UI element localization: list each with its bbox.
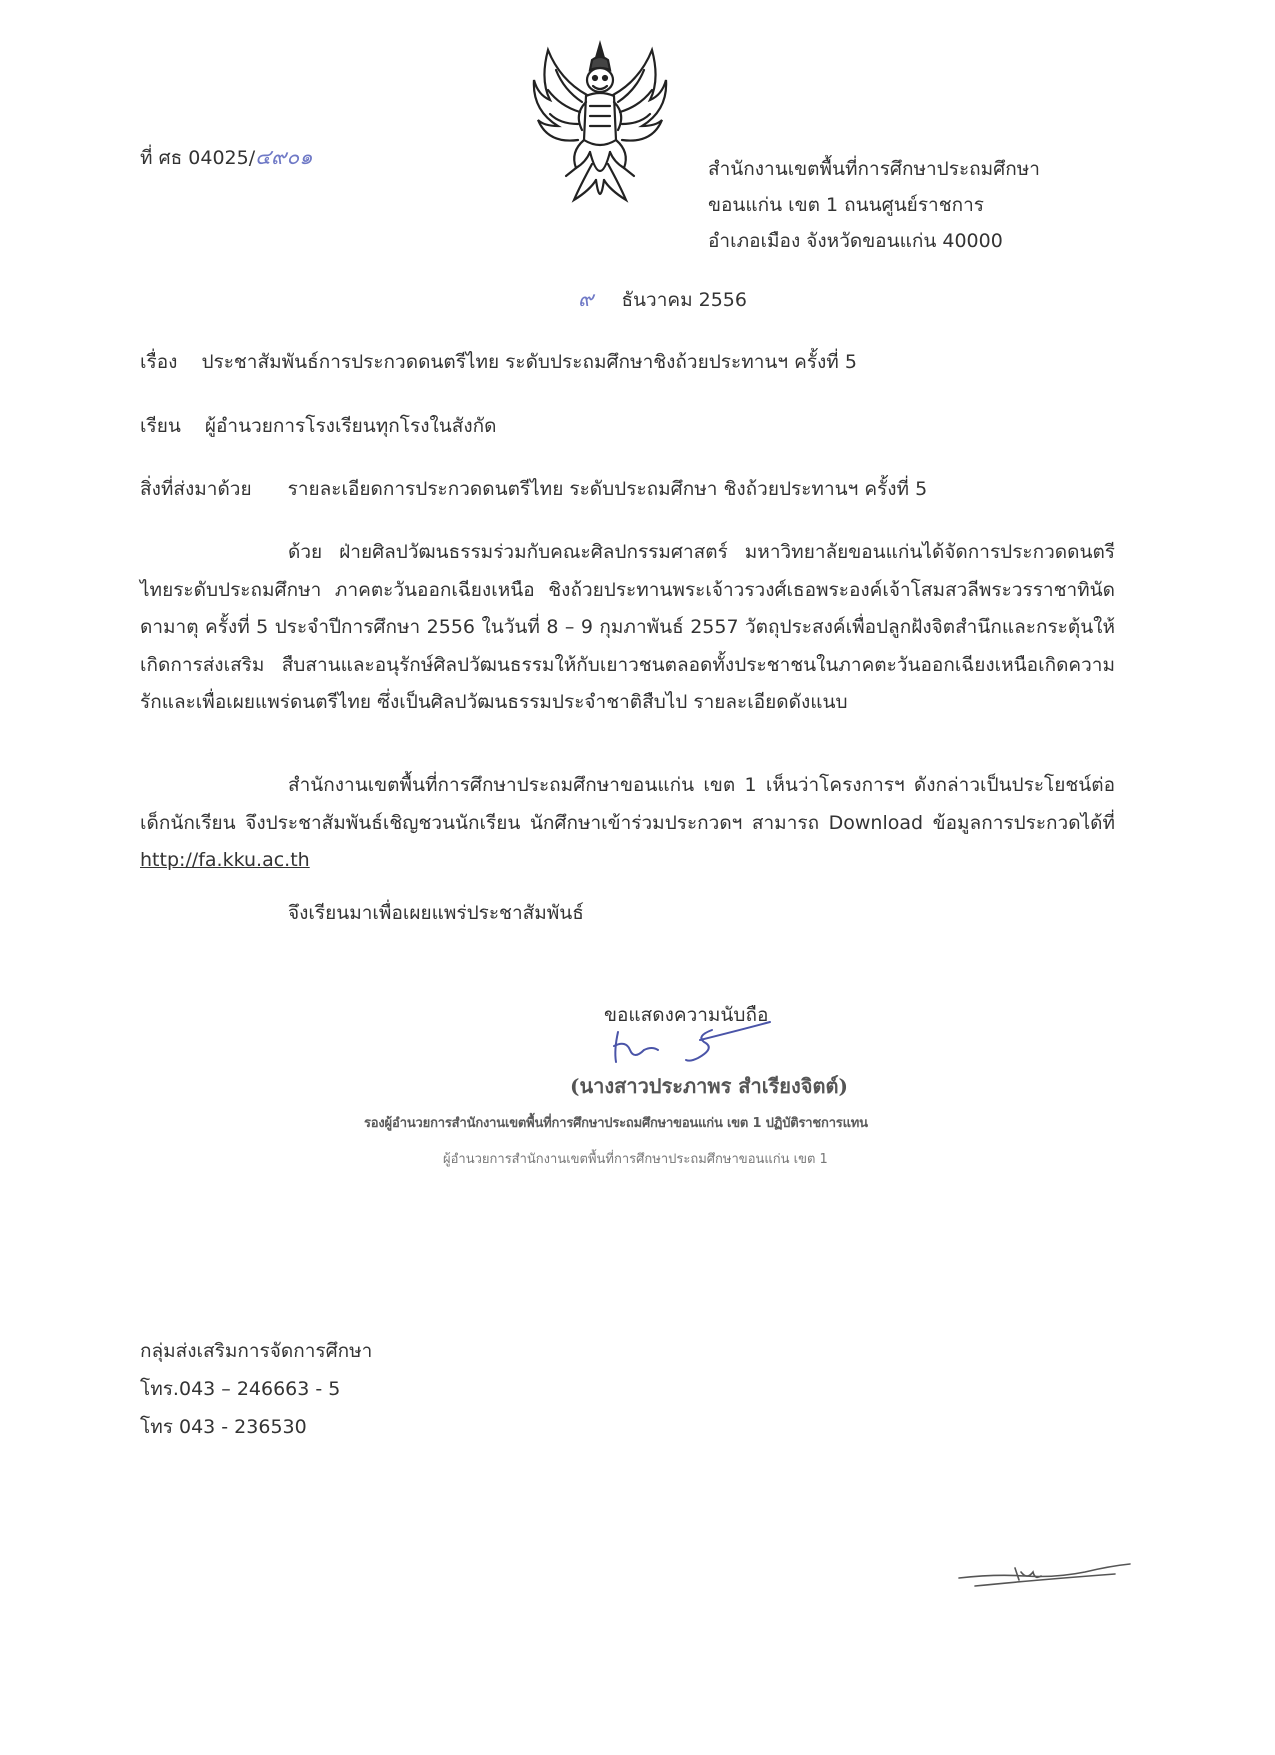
recipient-label: เรียน [140, 415, 181, 437]
address-line-2: ขอนแก่น เขต 1 ถนนศูนย์ราชการ [708, 194, 984, 216]
footer-department: กลุ่มส่งเสริมการจัดการศึกษา [140, 1340, 373, 1362]
recipient-text: ผู้อำนวยการโรงเรียนทุกโรงในสังกัด [204, 415, 497, 437]
footer-contact [140, 1338, 372, 1440]
address-line-1: สำนักงานเขตพื้นที่การศึกษาประถมศึกษา [708, 158, 1040, 180]
enclosure-label: สิ่งที่ส่งมาด้วย [140, 478, 252, 500]
body-paragraph-2: สำนักงานเขตพื้นที่การศึกษาประถมศึกษาขอนแก่น เขต 1 เห็นว่าโครงการฯ ดังกล่าวเป็นประโยชน์ต่อเด็กนักเรียน จึงประชาสัมพันธ์เชิญชวนนักเรียน นักศึกษาเข้าร่วมประกวดฯ สามารถ Download ข้อมูลการประกวดได้ที่ http://fa.kku.ac.th [140, 774, 1115, 871]
reference-label: ที่ ศธ 04025/ [140, 147, 256, 169]
recipient-line [140, 413, 496, 439]
regards-text: ขอแสดงความนับถือ [604, 1004, 769, 1026]
footer-telephone-2: โทร 043 - 236530 [140, 1416, 307, 1438]
subject-line [140, 349, 857, 375]
reference-number [140, 144, 313, 171]
body-paragraph-1: ด้วย ฝ่ายศิลปวัฒนธรรมร่วมกับคณะศิลปกรรมศาสตร์ มหาวิทยาลัยขอนแก่นได้จัดการประกวดดนตรีไทยระดับประถมศึกษา ภาคตะวันออกเฉียงเหนือ ชิงถ้วยประทานพระเจ้าวรวงศ์เธอพระองค์เจ้าโสมสวลีพระวรราชาทินัดดามาตุ ครั้งที่ 5 ประจำปีการศึกษา 2556 ในวันที่ 8 – 9 กุมภาพันธ์ 2557 วัตถุประสงค์เพื่อปลูกฝังจิตสำนึกและกระตุ้นให้เกิดการส่งเสริม สืบสานและอนุรักษ์ศิลปวัฒนธรรมให้กับเยาวชนตลอดทั้งประชาชนในภาคตะวันออกเฉียงเหนือเกิดความรักและเพื่อเผยแพร่ดนตรีไทย ซึ่งเป็นศิลปวัฒนธรรมประจำชาติสืบไป รายละเอียดดังแนบ [140, 541, 1115, 713]
initials-scribble [955, 1556, 1135, 1596]
signer-name-stamp: (นางสาวประภาพร สำเรียงจิตต์) [570, 1074, 848, 1098]
office-address [708, 156, 1040, 254]
website-link[interactable]: http://fa.kku.ac.th [140, 849, 310, 871]
letter-date [578, 286, 747, 313]
reference-handwritten-number: ๔๙๐๑ [255, 145, 313, 169]
closing-sentence: จึงเรียนมาเพื่อเผยแพร่ประชาสัมพันธ์ [288, 902, 584, 924]
enclosure-text: รายละเอียดการประกวดดนตรีไทย ระดับประถมศึกษา ชิงถ้วยประทานฯ ครั้งที่ 5 [287, 478, 928, 500]
subject-text: ประชาสัมพันธ์การประกวดดนตรีไทย ระดับประถมศึกษาชิงถ้วยประทานฯ ครั้งที่ 5 [201, 351, 857, 373]
signer-position-line-2: ผู้อำนวยการสำนักงานเขตพื้นที่การศึกษาประถมศึกษาขอนแก่น เขต 1 [443, 1152, 828, 1167]
date-month-year: ธันวาคม 2556 [621, 289, 747, 311]
subject-label: เรื่อง [140, 351, 178, 373]
enclosure-line [140, 476, 927, 502]
signer-position-stamp: รองผู้อำนวยการสำนักงานเขตพื้นที่การศึกษาประถมศึกษาขอนแก่น เขต 1 ปฏิบัติราชการแทน [364, 1116, 868, 1131]
address-line-3: อำเภอเมือง จังหวัดขอนแก่น 40000 [708, 230, 1003, 252]
garuda-emblem-icon [530, 40, 670, 212]
footer-telephone-1: โทร.043 – 246663 - 5 [140, 1378, 341, 1400]
date-day-handwritten: ๙ [578, 287, 594, 311]
